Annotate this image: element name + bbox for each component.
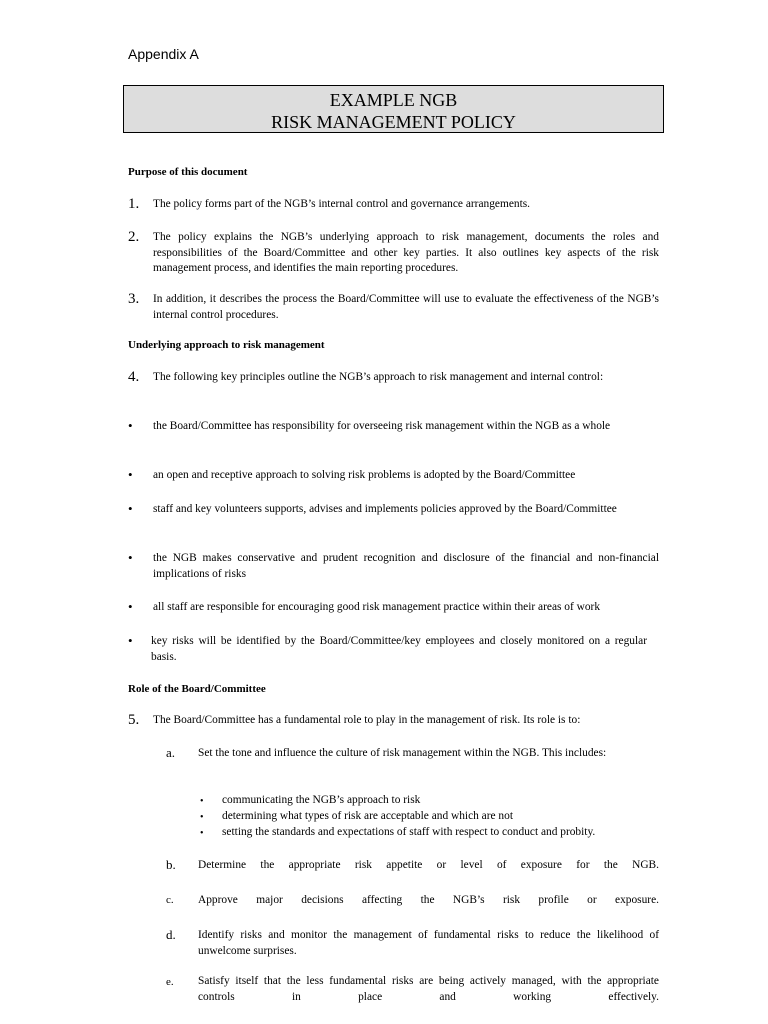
bullet-icon: • — [200, 812, 204, 823]
item-number: 4. — [128, 369, 140, 385]
item-text: The policy explains the NGB’s underlying approach to risk management, documents the roles and responsibilities of the Board/Committee and other key parties. It also outlines key aspects of the risk management process, and identifies the main reporting procedures. — [153, 231, 659, 275]
role-subitem: setting the standards and expectations of staff with respect to conduct and probity. — [222, 826, 596, 838]
role-text: Satisfy itself that the less fundamental risks are being actively managed, with the appropriate controls in place and working effectively. — [198, 975, 659, 1003]
title-line-1: EXAMPLE NGB — [329, 90, 458, 110]
bullet-icon: • — [128, 501, 133, 516]
item-text: The policy forms part of the NGB’s internal control and governance arrangements. — [153, 198, 531, 210]
heading-approach: Underlying approach to risk management — [128, 339, 325, 351]
title-line-2: RISK MANAGEMENT POLICY — [271, 112, 516, 132]
bullet-icon: • — [128, 418, 133, 433]
item-text: The Board/Committee has a fundamental role to play in the management of risk. Its role is to: — [153, 714, 581, 726]
item-text: In addition, it describes the process the Board/Committee will use to evaluate the effectiveness of the NGB’s internal control procedures. — [153, 293, 659, 321]
item-text: The following key principles outline the NGB’s approach to risk management and internal control: — [153, 371, 604, 383]
role-text: Approve major decisions affecting the NGB’s risk profile or exposure. — [198, 894, 659, 906]
principle-text: all staff are responsible for encouraging good risk management practice within their areas of work — [153, 601, 601, 613]
role-letter: d. — [166, 927, 176, 942]
principle-text: the NGB makes conservative and prudent recognition and disclosure of the financial and non-financial implications of risks — [153, 552, 659, 580]
principle-text: staff and key volunteers supports, advises and implements policies approved by the Board/Committee — [153, 503, 617, 515]
role-text: Identify risks and monitor the management of fundamental risks to reduce the likelihood of unwelcome surprises. — [198, 929, 659, 957]
role-letter: e. — [166, 976, 174, 988]
role-subitem: communicating the NGB’s approach to risk — [222, 794, 421, 806]
principle-text: key risks will be identified by the Board/Committee/key employees and closely monitored on a regular basis. — [151, 635, 647, 663]
appendix-label: Appendix A — [128, 46, 199, 62]
role-letter: c. — [166, 894, 174, 906]
bullet-icon: • — [128, 633, 133, 648]
principle-text: an open and receptive approach to solving risk problems is adopted by the Board/Committee — [153, 469, 576, 481]
heading-board: Role of the Board/Committee — [128, 683, 266, 695]
bullet-icon: • — [128, 599, 133, 614]
item-number: 5. — [128, 712, 140, 728]
role-text: Determine the appropriate risk appetite or level of exposure for the NGB. — [198, 859, 659, 871]
role-letter: a. — [166, 745, 176, 760]
bullet-icon: • — [128, 467, 133, 482]
role-text: Set the tone and influence the culture of risk management within the NGB. This includes: — [198, 747, 607, 759]
principle-text: the Board/Committee has responsibility for overseeing risk management within the NGB as a whole — [153, 420, 611, 432]
role-letter: b. — [166, 857, 176, 872]
item-number: 1. — [128, 196, 140, 212]
item-number: 2. — [128, 229, 140, 245]
title-box — [123, 85, 664, 133]
bullet-icon: • — [200, 796, 204, 807]
heading-purpose: Purpose of this document — [128, 166, 248, 178]
role-subitem: determining what types of risk are acceptable and which are not — [222, 810, 513, 822]
bullet-icon: • — [128, 550, 133, 565]
item-number: 3. — [128, 291, 140, 307]
bullet-icon: • — [200, 828, 204, 839]
